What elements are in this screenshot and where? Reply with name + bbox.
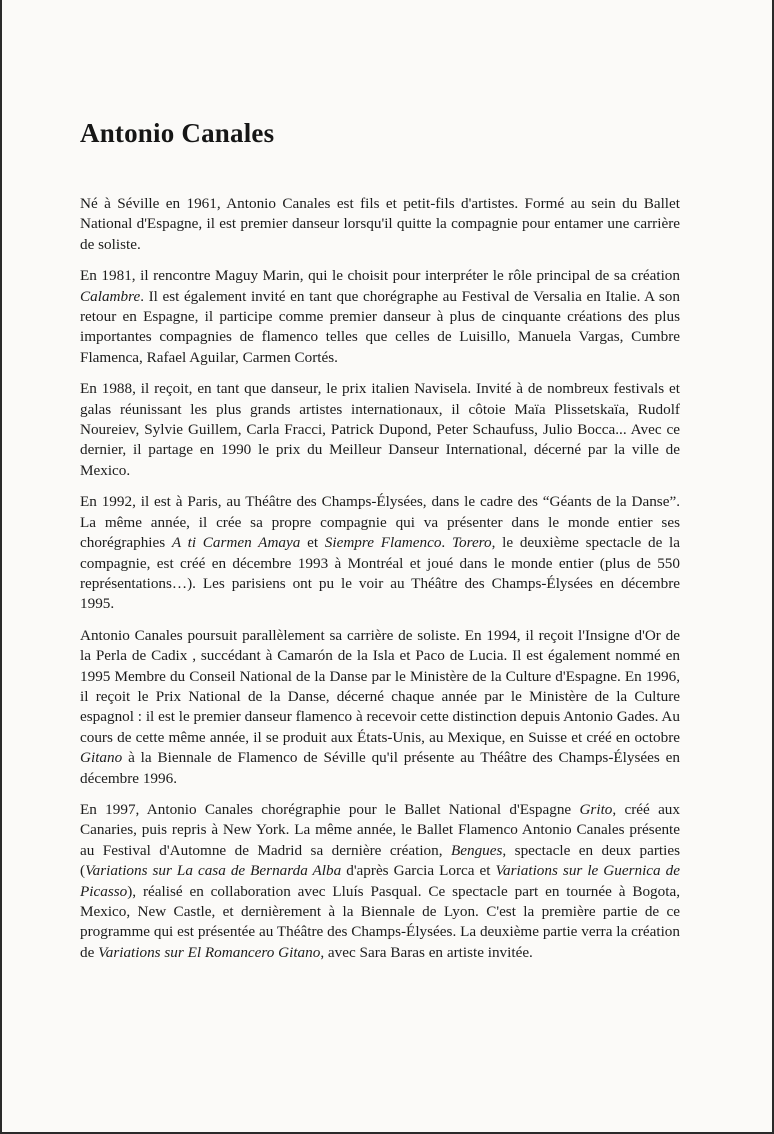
paragraph [80,492,680,614]
italic-title: Torero [451,534,492,552]
text-run: , avec Sara Baras en artiste invitée. [320,943,533,961]
italic-title: Variations sur le Guernica de Picasso [80,862,680,900]
text-run: En 1988, il reçoit, en tant que danseur, le prix italien Navisela. Invité à de nombreux festivals et galas réunissant les plus grands artistes internationaux, il côtoie Maïa Plissetskaïa, Rudolf Noureiev, Sylvie Guillem, Carla Fracci, Patrick Dupond, Peter Schaufuss, Julio Bocca... Avec ce dernier, il partage en 1990 le prix du Meilleur Danseur International, décerné par la ville de Mexico. [80,380,680,479]
paragraph [80,379,680,481]
text-run: En 1981, il rencontre Maguy Marin, qui le choisit pour interpréter le rôle principal de sa création [80,267,680,285]
text-run: ), réalisé en collaboration avec Lluís Pasqual. Ce spectacle part en tournée à Bogota, Mexico, New Castle, et dernièrement à la Biennale de Lyon. C'est la première partie de ce programme qui est présentée au Théâtre des Champs-Élysées. La deuxième partie verra la création de [80,882,680,961]
page-title: Antonio Canales [80,118,275,148]
italic-title: Variations sur El Romancero Gitano [98,943,321,961]
italic-title: Gitano [80,749,123,767]
text-run: et [300,534,325,552]
text-run: . Il est également invité en tant que chorégraphe au Festival de Versalia en Italie. A son retour en Espagne, il participe comme premier danseur à plus de cinquante créations des plus importantes compagnies de flamenco telles que celles de Luisillo, Manuela Vargas, Cumbre Flamenca, Rafael Aguilar, Carmen Cortés. [80,287,680,366]
italic-title: Bengues [450,841,503,859]
italic-title: Calambre [80,287,141,305]
italic-title: Grito [579,800,613,818]
paragraph [80,626,680,789]
text-run: . [441,534,452,552]
paragraph [80,800,680,963]
text-run: En 1997, Antonio Canales chorégraphie pour le Ballet National d'Espagne [80,800,580,818]
italic-title: A ti Carmen Amaya [171,534,301,552]
text-run: à la Biennale de Flamenco de Séville qu'il présente au Théâtre des Champs-Élysées en décembre 1996. [80,749,680,787]
paragraph [80,194,680,255]
text-run: , créé aux Canaries, puis repris à New York. La même année, le Ballet Flamenco Antonio Canales présente au Festival d'Automne de Madrid sa dernière création, [80,800,680,859]
text-run: d'après Garcia Lorca et [341,862,496,880]
text-run: , le deuxième spectacle de la compagnie, est créé en décembre 1993 à Montréal et joué dans le monde entier (plus de 550 représentations…). Les parisiens ont pu le voir au Théâtre des Champs-Élysées en décembre 1995. [80,534,680,613]
italic-title: Variations sur La casa de Bernarda Alba [85,862,342,880]
scan-edge-left [0,0,2,1134]
biography-text [80,194,680,974]
text-run: Antonio Canales poursuit parallèlement sa carrière de soliste. En 1994, il reçoit l'Insigne d'Or de la Perla de Cadix , succédant à Camarón de la Isla et Paco de Lucia. Il est également nommé en 1995 Membre du Conseil National de la Danse par le Ministère de la Culture d'Espagne. En 1996, il reçoit le Prix National de la Danse, décerné chaque année par le Ministère de la Culture espagnol : il est le premier danseur flamenco à recevoir cette distinction depuis Antonio Gades. Au cours de cette même année, il se produit aux États-Unis, au Mexique, en Suisse et créé en octobre [80,626,680,746]
text-run: En 1992, il est à Paris, au Théâtre des Champs-Élysées, dans le cadre des “Géants de la Danse”. La même année, il crée sa propre compagnie qui va présenter dans le monde entier ses chorégraphies [80,493,680,552]
italic-title: Siempre Flamenco [324,534,442,552]
text-run: , spectacle en deux parties ( [80,841,680,880]
paragraph [80,266,680,368]
text-run: Né à Séville en 1961, Antonio Canales est fils et petit-fils d'artistes. Formé au sein du Ballet National d'Espagne, il est premier danseur lorsqu'il quitte la compagnie pour entamer une carrière de soliste. [80,195,680,253]
